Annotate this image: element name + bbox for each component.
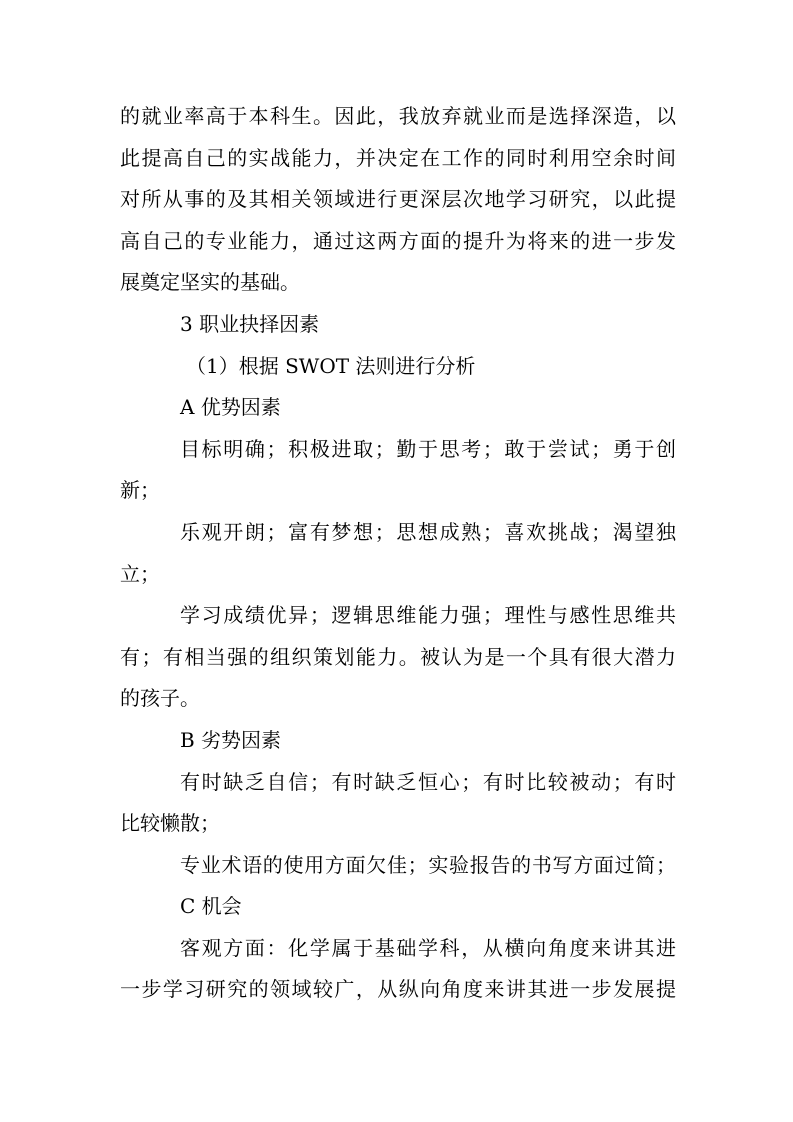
- body-line: 有时缺乏自信；有时缺乏恒心；有时比较被动；有时: [180, 769, 676, 794]
- body-line: 展奠定坚实的基础。: [120, 270, 300, 295]
- body-line: 立；: [120, 561, 160, 586]
- body-line: 此提高自己的实战能力，并决定在工作的同时利用空余时间: [120, 145, 676, 170]
- body-line: 学习成绩优异；逻辑思维能力强；理性与感性思维共: [180, 603, 676, 628]
- section-heading: 3 职业抉择因素: [180, 311, 320, 336]
- body-line: 客观方面：化学属于基础学科，从横向角度来讲其进: [180, 935, 676, 960]
- body-line: 的就业率高于本科生。因此，我放弃就业而是选择深造，以: [120, 104, 676, 128]
- body-line: 目标明确；积极进取；勤于思考；敢于尝试；勇于创: [180, 436, 676, 461]
- body-line: 乐观开朗；富有梦想；思想成熟；喜欢挑战；渴望独: [180, 519, 676, 544]
- body-line: 有；有相当强的组织策划能力。被认为是一个具有很大潜力: [120, 644, 676, 669]
- body-line: 比较懒散；: [120, 811, 220, 836]
- body-line: 专业术语的使用方面欠佳；实验报告的书写方面过简；: [180, 852, 676, 877]
- body-line: 新；: [120, 478, 160, 503]
- item-heading-a: A 优势因素: [180, 395, 281, 420]
- body-line: 高自己的专业能力，通过这两方面的提升为将来的进一步发: [120, 228, 676, 253]
- item-heading-c: C 机会: [180, 894, 242, 919]
- document-body: [120, 96, 676, 1011]
- subsection-heading: （1）根据 SWOT 法则进行分析: [186, 353, 476, 378]
- body-line: 一步学习研究的领域较广，从纵向角度来讲其进一步发展提: [120, 977, 676, 1002]
- body-line: 对所从事的及其相关领域进行更深层次地学习研究，以此提: [120, 187, 676, 212]
- item-heading-b: B 劣势因素: [180, 727, 282, 752]
- body-line: 的孩子。: [120, 686, 200, 711]
